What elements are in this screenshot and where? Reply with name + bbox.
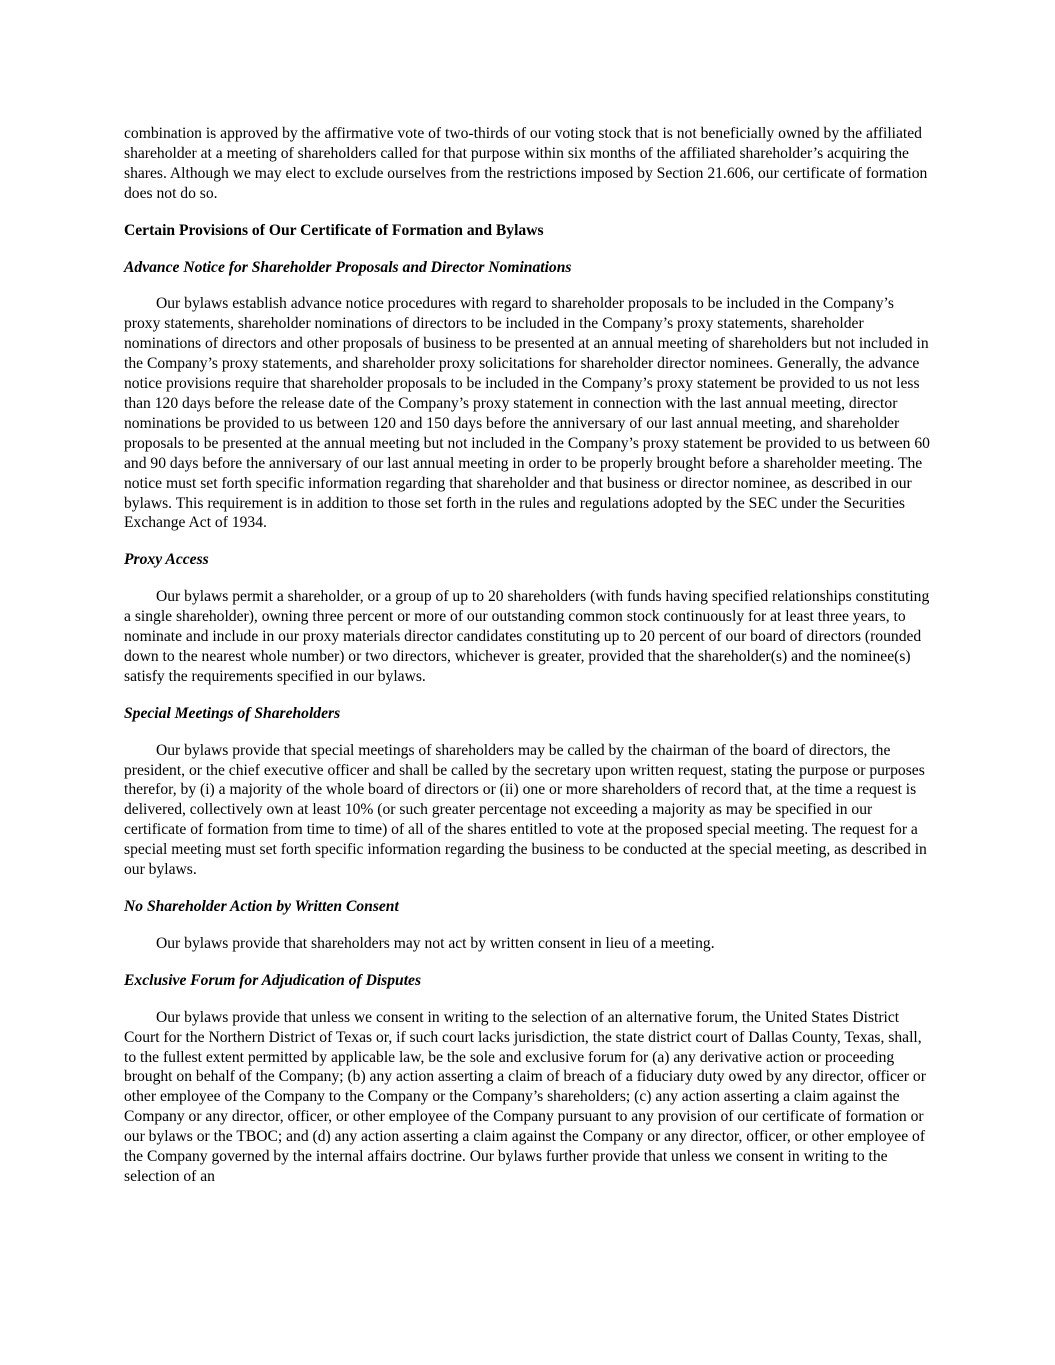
paragraph-proxy-access: Our bylaws permit a shareholder, or a group of up to 20 shareholders (with funds having specified relationships constituting a single shareholder), owning three percent or more of our outstanding common stock continuously for at least three years, to nominate and include in our proxy materials director candidates constituting up to 20 percent of our board of directors (rounded down to the nearest whole number) or two directors, whichever is greater, provided that the shareholder(s) and the nominee(s) satisfy the requirements specified in our bylaws. — [124, 588, 930, 685]
paragraph-special-meetings: Our bylaws provide that special meetings of shareholders may be called by the chairman of the board of directors, the president, or the chief executive officer and shall be called by the secretary upon written request, stating the purpose or purposes therefor, by (i) a majority of the whole board of directors or (ii) one or more shareholders of record that, at the time a request is delivered, collectively own at least 10% (or such greater percentage not exceeding a majority as may be specified in our certificate of formation from time to time) of all of the shares entitled to vote at the proposed special meeting. The request for a special meeting must set forth specific information regarding the business to be conducted at the special meeting, as described in our bylaws. — [124, 741, 927, 879]
paragraph-exclusive-forum: Our bylaws provide that unless we consent in writing to the selection of an alternative forum, the United States District Court for the Northern District of Texas or, if such court lacks jurisdiction, the state district court of Dallas County, Texas, shall, to the fullest extent permitted by applicable law, be the sole and exclusive forum for (a) any derivative action or proceeding brought on behalf of the Company; (b) any action asserting a claim of breach of a fiduciary duty owed by any director, officer or other employee of the Company to the Company or the Company’s shareholders; (c) any action asserting a claim against the Company or any director, officer, or other employee of the Company pursuant to any provision of our certificate of formation or our bylaws or the TBOC; and (d) any action asserting a claim against the Company or any director, officer, or other employee of the Company governed by the internal affairs doctrine. Our bylaws further provide that unless we consent in writing to the selection of an — [124, 1008, 926, 1185]
paragraph-advance-notice: Our bylaws establish advance notice procedures with regard to shareholder proposals to be included in the Company’s proxy statements, shareholder nominations of directors to be included in the Company’s proxy statements, shareholder nominations of directors and other proposals of business to be presented at an annual meeting of shareholders but not included in the Company’s proxy statements, and shareholder proxy solicitations for shareholder director nominees. Generally, the advance notice provisions require that shareholder proposals to be included in the Company’s proxy statement be provided to us not less than 120 days before the release date of the Company’s proxy statement in connection with the last annual meeting, director nominations be provided to us between 120 and 150 days before the anniversary of our last annual meeting, and shareholder proposals to be presented at the annual meeting but not included in the Company’s proxy statement be provided to us between 60 and 90 days before the anniversary of our last annual meeting in order to be properly brought before a shareholder meeting. The notice must set forth specific information regarding that shareholder and that business or director nominee, as described in our bylaws. This requirement is in addition to those set forth in the rules and regulations adopted by the SEC under the Securities Exchange Act of 1934. — [124, 295, 930, 532]
paragraph-written-consent: Our bylaws provide that shareholders may not act by written consent in lieu of a meeting. — [156, 934, 715, 952]
subsection-heading-special-meetings: Special Meetings of Shareholders — [124, 704, 341, 722]
subsection-heading-written-consent: No Shareholder Action by Written Consent — [124, 898, 399, 915]
intro-paragraph: combination is approved by the affirmative vote of two-thirds of our voting stock that is not beneficially owned by the affiliated shareholder at a meeting of shareholders called for that purpose within six months of the affiliated shareholder’s acquiring the shares. Although we may elect to exclude ourselves from the restrictions imposed by Section 21.606, our certificate of formation does not do so. — [124, 125, 928, 202]
subsection-heading-proxy-access: Proxy Access — [124, 551, 209, 569]
subsection-heading-advance-notice: Advance Notice for Shareholder Proposals and Director Nominations — [124, 258, 572, 276]
subsection-heading-exclusive-forum: Exclusive Forum for Adjudication of Disputes — [124, 971, 422, 989]
section-heading: Certain Provisions of Our Certificate of Formation and Bylaws — [124, 221, 544, 239]
document-page — [124, 124, 934, 1187]
